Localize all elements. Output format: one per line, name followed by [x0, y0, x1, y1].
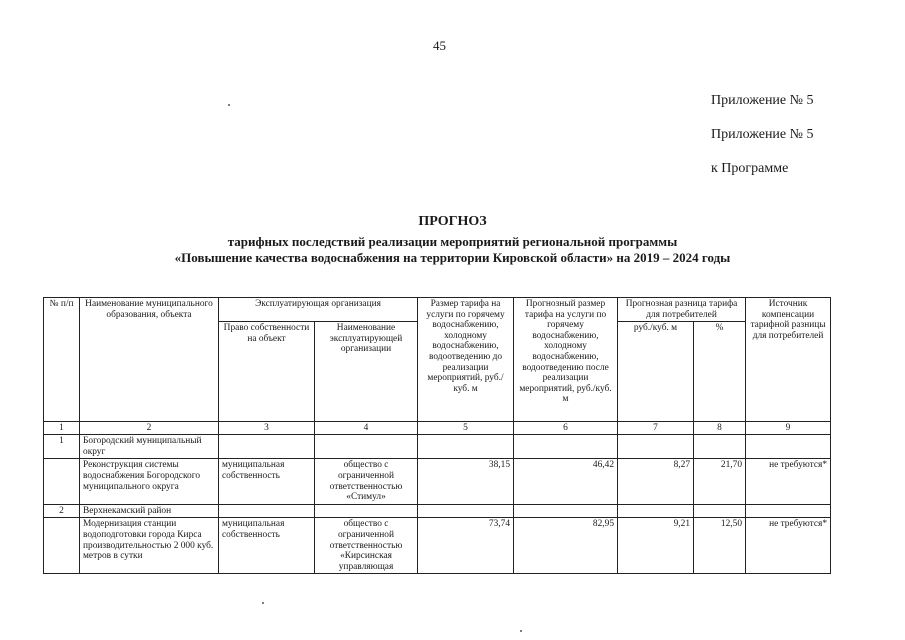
tariff-before-cell: 73,74 — [418, 518, 514, 574]
scan-speck — [228, 104, 230, 106]
document-subtitle-program: «Повышение качества водоснабжения на территории Кировской области» на 2019 – 2024 годы — [174, 250, 731, 265]
header-operator: Эксплуатирующая организация — [219, 298, 418, 322]
operator-cell: общество с ограниченной ответственностью «Стимул» — [315, 459, 418, 504]
tariff-before-cell: 38,15 — [418, 459, 514, 504]
diff-pct-cell: 12,50 — [694, 518, 746, 574]
diff-pct-cell: 21,70 — [694, 459, 746, 504]
tariff-after-cell: 46,42 — [514, 459, 618, 504]
object-name: Реконструкция системы водоснабжения Богородского муниципального округа — [80, 459, 219, 504]
scan-speck — [262, 602, 264, 604]
column-number: 9 — [746, 422, 831, 435]
district-row — [44, 504, 831, 518]
source-cell: не требуются* — [746, 459, 831, 504]
appendix-label-repeat: Приложение № 5 — [711, 127, 814, 142]
page-number: 45 — [433, 38, 446, 53]
header-diff-pct: % — [694, 322, 746, 422]
column-number: 5 — [418, 422, 514, 435]
ownership-cell: муниципальная собственность — [219, 459, 315, 504]
header-diff-rub: руб./куб. м — [618, 322, 694, 422]
diff-rub-cell: 8,27 — [618, 459, 694, 504]
header-operator-name: Наименование эксплуатирующей организации — [315, 322, 418, 422]
column-number: 1 — [44, 422, 80, 435]
ownership-cell: муниципальная собственность — [219, 518, 315, 574]
column-number: 3 — [219, 422, 315, 435]
operator-cell: общество с ограниченной ответственностью «Кирсинская управляющая — [315, 518, 418, 574]
source-cell: не требуются* — [746, 518, 831, 574]
row-number: 2 — [44, 504, 80, 518]
column-number: 6 — [514, 422, 618, 435]
document-subtitle: тарифных последствий реализации мероприятий региональной программы — [227, 234, 678, 249]
object-name: Модернизация станции водоподготовки города Кирса производительностью 2 000 куб. метров в сутки — [80, 518, 219, 574]
district-name: Верхнекамский район — [80, 504, 219, 518]
header-source: Источник компенсации тарифной разницы для потребителей — [746, 298, 831, 422]
header-name: Наименование муниципального образования, объекта — [80, 298, 219, 422]
column-number-row — [44, 422, 831, 435]
district-row — [44, 435, 831, 459]
table-row — [44, 459, 831, 504]
table-row — [44, 518, 831, 574]
column-number: 2 — [80, 422, 219, 435]
column-number: 7 — [618, 422, 694, 435]
district-name: Богородский муниципальный округ — [80, 435, 219, 459]
document-title: ПРОГНОЗ — [418, 214, 487, 229]
header-tariff-after: Прогнозный размер тарифа на услуги по горячему водоснабжению, холодному водоснабжению, водоотведению после реализации мероприятий, руб./куб. м — [514, 298, 618, 422]
table-header-row — [44, 298, 831, 322]
header-difference: Прогнозная разница тарифа для потребителей — [618, 298, 746, 322]
scan-speck — [520, 630, 522, 632]
column-number: 4 — [315, 422, 418, 435]
diff-rub-cell: 9,21 — [618, 518, 694, 574]
header-tariff-before: Размер тарифа на услуги по горячему водоснабжению, холодному водоснабжению, водоотведению до реализации мероприятий, руб./куб. м — [418, 298, 514, 422]
appendix-label: Приложение № 5 — [711, 93, 814, 108]
header-num: № п/п — [44, 298, 80, 422]
tariff-forecast-table — [43, 297, 831, 574]
program-reference: к Программе — [711, 161, 789, 176]
row-number: 1 — [44, 435, 80, 459]
tariff-after-cell: 82,95 — [514, 518, 618, 574]
column-number: 8 — [694, 422, 746, 435]
header-ownership: Право собственности на объект — [219, 322, 315, 422]
